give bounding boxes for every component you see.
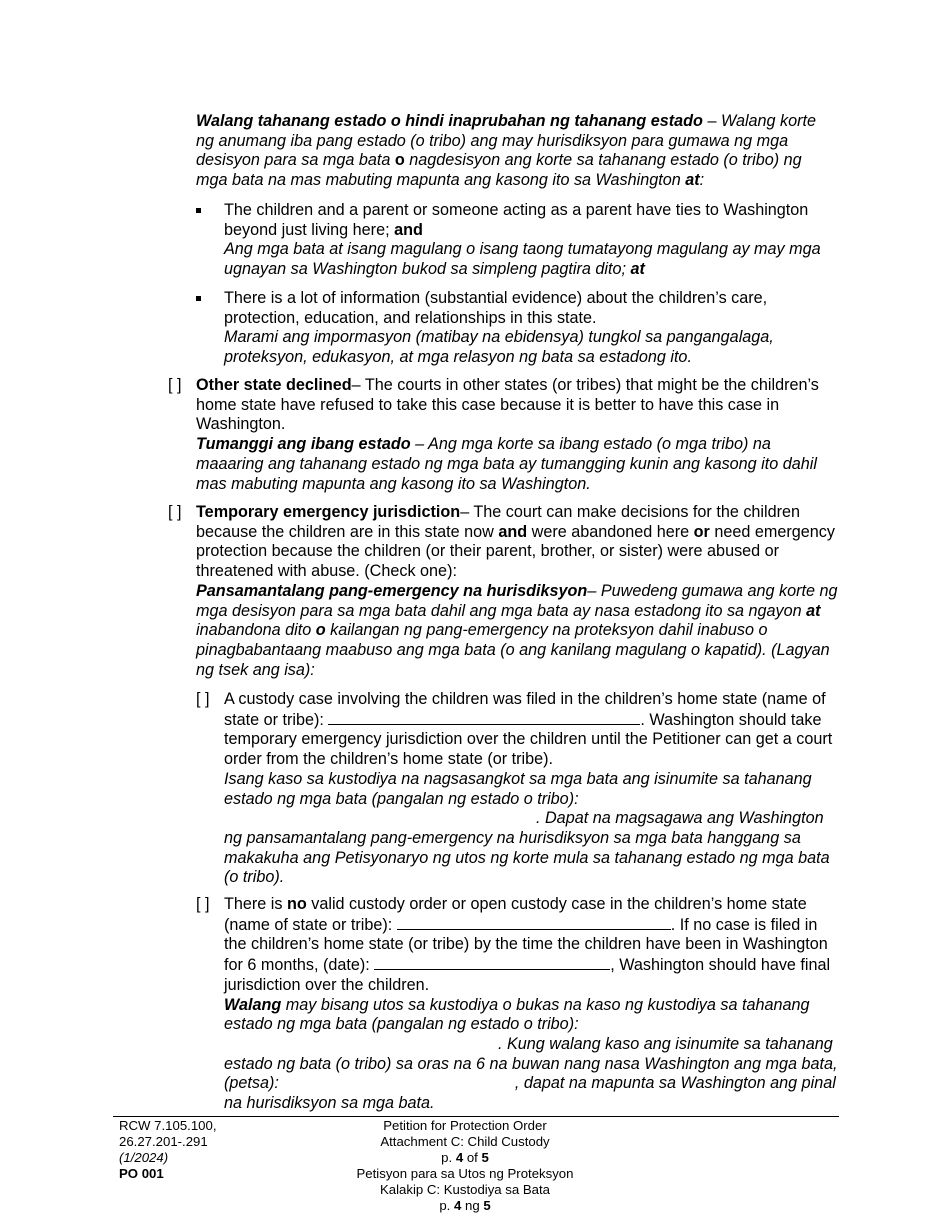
footer-form-number: PO 001 xyxy=(119,1166,164,1181)
footer-subtitle-tl: Kalakip C: Kustodiya sa Bata xyxy=(379,1182,551,1197)
page-total: 5 xyxy=(481,1150,489,1165)
footer-page-tl xyxy=(300,1198,630,1214)
home-state-name-field-2[interactable] xyxy=(397,915,671,930)
bullet-ties xyxy=(196,201,836,280)
no-home-state-heading: Walang tahanang estado o hindi inaprubahan ng tahanang estado xyxy=(196,112,703,130)
bullet-icon xyxy=(196,208,201,213)
temporary-tl-3: kailangan ng pang-emergency na proteksyon dahil inabuso o pinagbabantaang maabuso ang mga bata (o ang kanilang magulang o kapatid). (Lagyan ng tsek ang isa): xyxy=(196,621,830,679)
bold-o: o xyxy=(394,151,405,170)
footer-center xyxy=(300,1118,630,1214)
temporary-emergency-checkbox[interactable]: [ ] xyxy=(168,503,182,521)
page-ng: ng xyxy=(461,1198,484,1213)
custody-case-filed-option xyxy=(196,690,838,888)
no-home-state-text: Walang korte ng anumang iba pang estado (o tribo) ang may hurisdiksyon para gumawa ng mga desisyon para sa mga bata xyxy=(196,112,817,170)
footer-rcw: RCW 7.105.100, xyxy=(119,1118,217,1133)
other-state-checkbox[interactable]: [ ] xyxy=(168,376,182,394)
no-valid-order-checkbox[interactable]: [ ] xyxy=(196,895,210,913)
bold-o: o xyxy=(315,621,326,640)
other-state-tl: – Ang mga korte sa ibang estado (o mga tribo) na maaaring ang tahanang estado ng mga bata ay tumangging kunin ang kasong ito dahil mas mabuting mapunta ang kasong ito sa Washington. xyxy=(196,435,817,493)
option2-en-3: . If no case is filed in the children’s home state (or tribe) by the time the children have been in Washington for 6 months, (date): xyxy=(224,915,828,975)
other-state-title: Other state declined xyxy=(196,376,352,394)
dash: – xyxy=(702,112,721,130)
bold-and: and xyxy=(498,522,528,541)
option2-en-1: There is xyxy=(224,895,287,913)
option1-en-2: . Washington should take temporary emergency jurisdiction over the children until the Petitioner can get a court order from the children’s home state (or tribe). xyxy=(224,710,833,769)
page-prefix: p. xyxy=(441,1150,456,1165)
bullet-evidence-en: There is a lot of information (substantial evidence) about the children’s care, protection, education, and relationships in this state. xyxy=(224,289,768,327)
option1-en-1: A custody case involving the children was filed in the children’s home state (name of state or tribe): xyxy=(224,690,826,729)
bold-or: or xyxy=(693,522,710,541)
footer-divider xyxy=(113,1116,839,1117)
bullet-ties-at: at xyxy=(630,260,645,279)
option2-en-4: , Washington should have final jurisdiction over the children. xyxy=(224,956,831,994)
temporary-tl-2: inabandona dito xyxy=(196,621,316,640)
page-number: 4 xyxy=(455,1150,464,1165)
bullet-ties-en: The children and a parent or someone acting as a parent have ties to Washington beyond just living here; xyxy=(224,201,809,239)
option2-en-2: valid custody order or open custody case in the children’s home state (name of state or tribe): xyxy=(224,895,807,934)
custody-case-filed-checkbox[interactable]: [ ] xyxy=(196,690,210,708)
page-total: 5 xyxy=(483,1198,491,1213)
option2-tl-3: , dapat na mapunta sa Washington ang pinal na hurisdiksyon sa mga bata. xyxy=(224,1074,836,1113)
date-field[interactable] xyxy=(374,955,610,970)
other-state-declined-option xyxy=(168,376,840,494)
temporary-en-1: – The court can make decisions for the children because the children are in this state now xyxy=(196,503,801,541)
footer-left xyxy=(119,1118,217,1182)
other-state-en: – The courts in other states (or tribes) that might be the children’s home state have refused to take this case because it is better to have this case in Washington. xyxy=(196,376,819,434)
temporary-tl-title: Pansamantalang pang-emergency na hurisdiksyon xyxy=(196,581,588,600)
colon: : xyxy=(699,171,705,190)
temporary-en-3: need emergency protection because the children (or their parent, brother, or sister) were abused or threatened with abuse. (Check one): xyxy=(196,522,835,581)
no-valid-order-option xyxy=(196,895,838,1114)
page-number: 4 xyxy=(453,1198,462,1213)
temporary-tl-1: – Puwedeng gumawa ang korte ng mga desisyon para sa mga bata dahil ang mga bata ay nasa estadong ito sa ngayon xyxy=(196,581,838,620)
footer-date: (1/2024) xyxy=(119,1150,169,1165)
bold-walang: Walang xyxy=(224,995,282,1014)
option2-tl-2: . Kung walang kaso ang isinumite sa tahanang estado ng bata (o tribo) sa oras na 6 na buwan nang nasa Washington ang mga bata, (petsa): xyxy=(224,1034,838,1093)
temporary-emergency-option xyxy=(168,503,840,680)
no-home-state-text-2: nagdesisyon ang korte sa tahanang estado (o tribo) ng mga bata na mas mabuting mapunta ang kasong ito sa Washington xyxy=(196,151,802,190)
page-of: of xyxy=(463,1150,482,1165)
option1-tl-2: . Dapat na magsagawa ang Washington ng pansamantalang pang-emergency na hurisdiksyon sa mga bata hanggang sa makakuha ang Petisyonaryo ng utos ng korte mula sa tahanang estado ng mga bata (o tribo). xyxy=(224,809,830,887)
temporary-title: Temporary emergency jurisdiction xyxy=(196,503,461,521)
bold-at: at xyxy=(806,601,821,620)
footer-title-en: Petition for Protection Order xyxy=(383,1118,547,1133)
bullet-ties-tl: Ang mga bata at isang magulang o isang taong tumatayong magulang ay may mga ugnayan sa Washington bukod sa simpleng pagtira dito; xyxy=(224,240,821,279)
temporary-en-2: were abandoned here xyxy=(527,522,694,541)
footer-rcw-2: 26.27.201-.291 xyxy=(119,1134,208,1149)
footer-subtitle-en: Attachment C: Child Custody xyxy=(380,1134,550,1149)
home-state-name-field[interactable] xyxy=(328,710,640,725)
no-home-state-paragraph xyxy=(196,112,836,191)
footer-page-en xyxy=(300,1150,630,1166)
page-prefix: p. xyxy=(439,1198,454,1213)
option1-tl-1: Isang kaso sa kustodiya na nagsasangkot sa mga bata ang isinumite sa tahanang estado ng mga bata (pangalan ng estado o tribo): xyxy=(224,769,812,808)
bullet-evidence xyxy=(196,289,836,368)
bullet-evidence-tl: Marami ang impormasyon (matibay na ebidensya) tungkol sa pangangalaga, proteksyon, edukasyon, at mga relasyon ng bata sa estadong ito. xyxy=(224,328,774,367)
footer-title-tl: Petisyon para sa Utos ng Proteksyon xyxy=(356,1166,574,1181)
bold-no: no xyxy=(286,895,307,913)
bold-at: at xyxy=(685,171,700,190)
option2-tl-1: may bisang utos sa kustodiya o bukas na kaso ng kustodiya sa tahanang estado ng mga bata (pangalan ng estado o tribo): xyxy=(224,995,810,1034)
bullet-icon xyxy=(196,296,201,301)
other-state-tl-title: Tumanggi ang ibang estado xyxy=(196,435,411,454)
bullet-ties-and: and xyxy=(394,220,423,239)
